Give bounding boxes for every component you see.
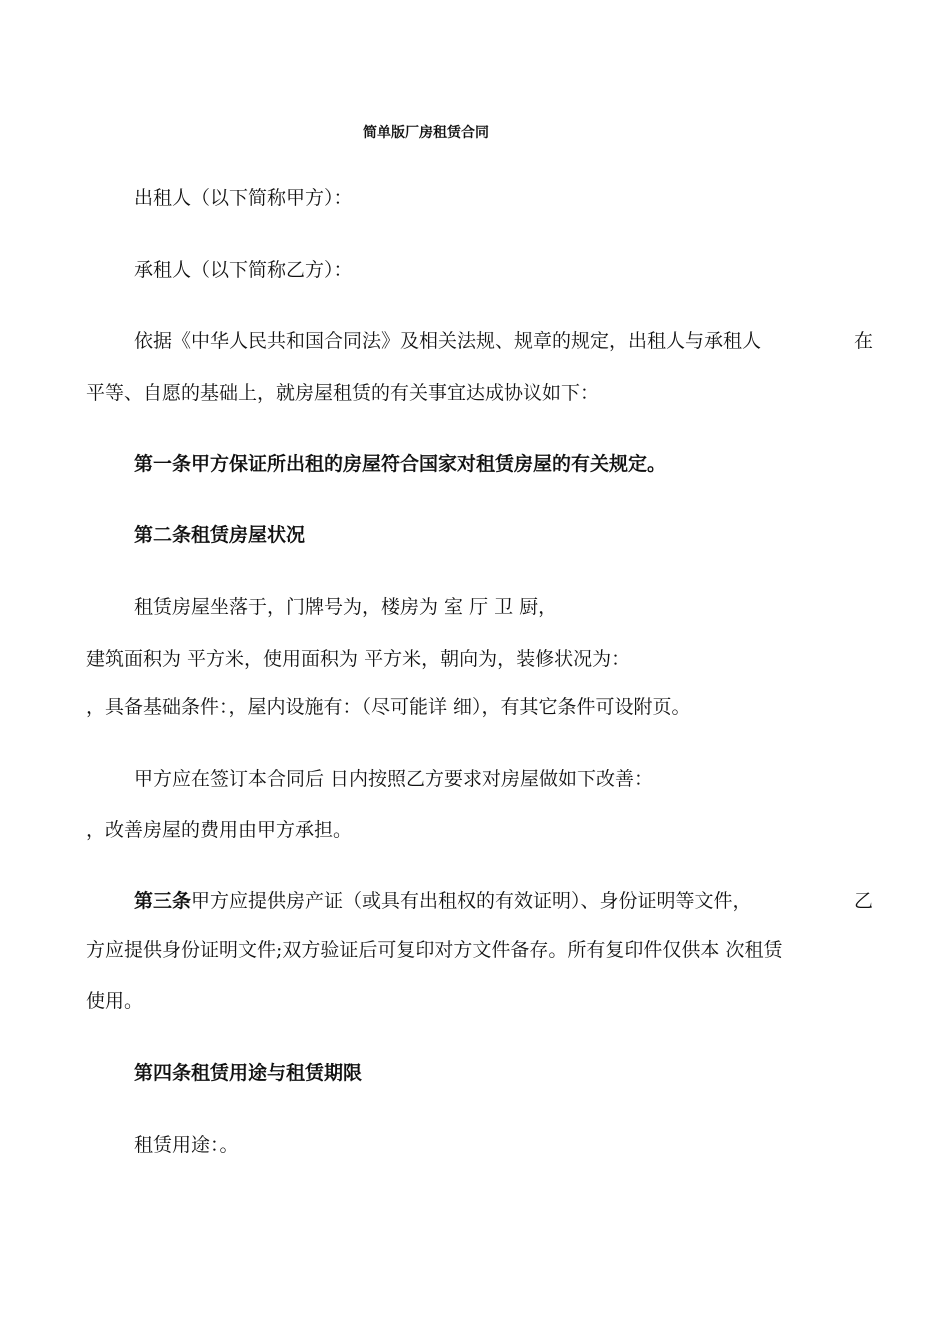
- article-2-improve-line-2: ，改善房屋的费用由甲方承担。: [86, 819, 353, 841]
- article-4-heading: 第四条租赁用途与租赁期限: [134, 1062, 363, 1084]
- article-3-label: 第三条: [134, 890, 192, 912]
- basis-line-1-text: 依据《中华人民共和国合同法》及相关法规、规章的规定，出租人与承租人: [134, 330, 762, 352]
- article-3-line-1-text: 甲方应提供房产证（或具有出租权的有效证明）、身份证明等文件，: [191, 890, 752, 912]
- article-1: 第一条甲方保证所出租的房屋符合国家对租赁房屋的有关规定。: [134, 453, 667, 475]
- lessor-line: 出租人（以下简称甲方）：: [134, 187, 353, 209]
- article-3-line-2: 方应提供身份证明文件;双方验证后可复印对方文件备存。所有复印件仅供本 次租赁: [86, 939, 783, 961]
- article-2-line-2: 建筑面积为 平方米，使用面积为 平方米，朝向为，装修状况为：: [86, 648, 631, 670]
- basis-line-1-end: 在: [853, 330, 873, 352]
- basis-line-1: [134, 329, 873, 353]
- lessee-line: 承租人（以下简称乙方）：: [134, 259, 353, 281]
- article-3-line-1: [134, 889, 873, 913]
- article-2-improve-line-1: 甲方应在签订本合同后 日内按照乙方要求对房屋做如下改善：: [134, 768, 654, 790]
- basis-line-2: 平等、自愿的基础上，就房屋租赁的有关事宜达成协议如下：: [86, 382, 600, 404]
- article-3-line-1-end: 乙: [853, 890, 873, 912]
- article-2-line-3: ，具备基础条件：，屋内设施有：（尽可能详 细），有其它条件可设附页。: [86, 696, 691, 718]
- document-title: 简单版厂房租赁合同: [363, 125, 489, 141]
- article-2-heading: 第二条租赁房屋状况: [134, 524, 306, 546]
- article-3-line-1-body: [134, 889, 752, 913]
- article-4-use: 租赁用途：。: [134, 1134, 239, 1156]
- article-3-line-3: 使用。: [86, 990, 144, 1012]
- article-2-line-1: 租赁房屋坐落于，门牌号为，楼房为 室 厅 卫 厨，: [134, 596, 558, 618]
